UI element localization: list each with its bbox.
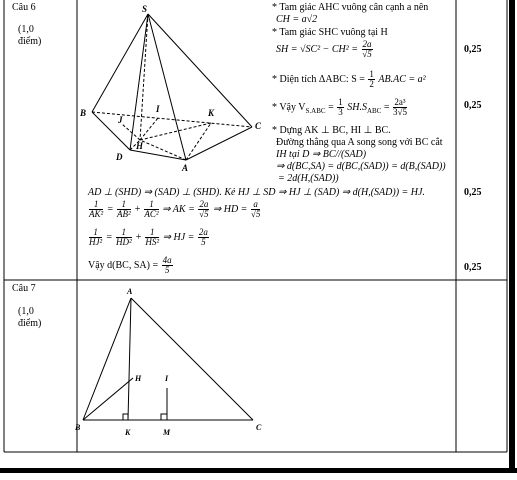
sol-line-11: = 2d(H,(SAD))	[278, 173, 339, 184]
pyr-label-C: C	[255, 121, 262, 131]
tri-label-I: I	[165, 374, 169, 383]
cau6-points: (1,0 điểm)	[18, 24, 42, 47]
sol-line-5: * Diện tích ΔABC: S = $\frac{1}{2}$ AB.AC = a²	[272, 69, 426, 89]
tri-label-B: B	[75, 423, 81, 432]
sol-line-7: * Dựng AK ⊥ BC, HI ⊥ BC.	[272, 125, 391, 136]
sol-line-1: * Tam giác AHC vuông cân cạnh a nên	[272, 2, 429, 13]
pyr-label-B: B	[80, 108, 87, 118]
sol-line-13: $\frac{1}{\text{AK²}}$ = $\frac{1}{\text{AB²}}$ + $\frac{1}{\text{AC²}}$ ⇒ AK = $\frac{2a}{√5}$ ⇒ HD = $\frac{a}{√5}$	[89, 199, 261, 219]
pyr-label-D: D	[116, 152, 123, 162]
tri-label-C: C	[256, 423, 262, 432]
sol-line-8: Đường thẳng qua A song song với BC cắt	[276, 137, 443, 148]
sol-line-6: * Vậy $V_{S.ABC}$ = $\frac{1}{3}$ $SH.S_{ABC}$ = $\frac{\text{2a³}}{3√5}$	[272, 97, 407, 117]
pyr-label-A: A	[182, 163, 189, 172]
sol-line-15: Vậy d(BC, SA) = $\frac{4a}{5}$	[88, 255, 172, 275]
triangle-figure	[75, 284, 275, 444]
sol-line-10: ⇒ d(BC,SA) = d(BC,(SAD)) = d(B,(SAD))	[276, 161, 446, 172]
score-1: 0,25	[464, 44, 482, 55]
score-4: 0,25	[464, 262, 482, 273]
tri-label-H: H	[135, 374, 142, 383]
pyr-label-I: I	[156, 104, 160, 114]
sol-line-4: SH = √SC² − CH² = $\frac{2a}{√5}$	[276, 39, 372, 59]
sol-line-14: $\frac{1}{\text{HJ²}}$ = $\frac{1}{\text{HD²}}$ + $\frac{1}{\text{HS²}}$ ⇒ HJ = $\frac{2a}{5}$	[89, 227, 208, 247]
cau6-title: Câu 6	[12, 2, 36, 13]
cau7-points: (1,0 điểm)	[18, 306, 42, 329]
pyr-label-S: S	[142, 4, 148, 14]
sol-line-9: IH tại D ⇒ BC//(SAD)	[276, 149, 367, 160]
pyr-label-H: H	[136, 141, 144, 151]
tri-label-A: A	[127, 287, 133, 296]
pyramid-figure	[78, 2, 278, 172]
score-2: 0,25	[464, 100, 482, 111]
sol-line-2: CH = a√2	[276, 14, 318, 25]
cau7-title: Câu 7	[12, 283, 36, 294]
score-3: 0,25	[464, 187, 482, 198]
tri-label-M: M	[163, 428, 171, 437]
pyr-label-K: K	[208, 108, 215, 118]
sol-line-3: * Tam giác SHC vuông tại H	[272, 27, 388, 38]
pyr-label-J: J	[118, 115, 123, 125]
sol-line-12: AD ⊥ (SHD) ⇒ (SAD) ⊥ (SHD). Kẻ HJ ⊥ SD ⇒ HJ ⊥ (SAD) ⇒ d(H,(SAD)) = HJ.	[88, 187, 425, 198]
tri-label-K: K	[125, 428, 131, 437]
